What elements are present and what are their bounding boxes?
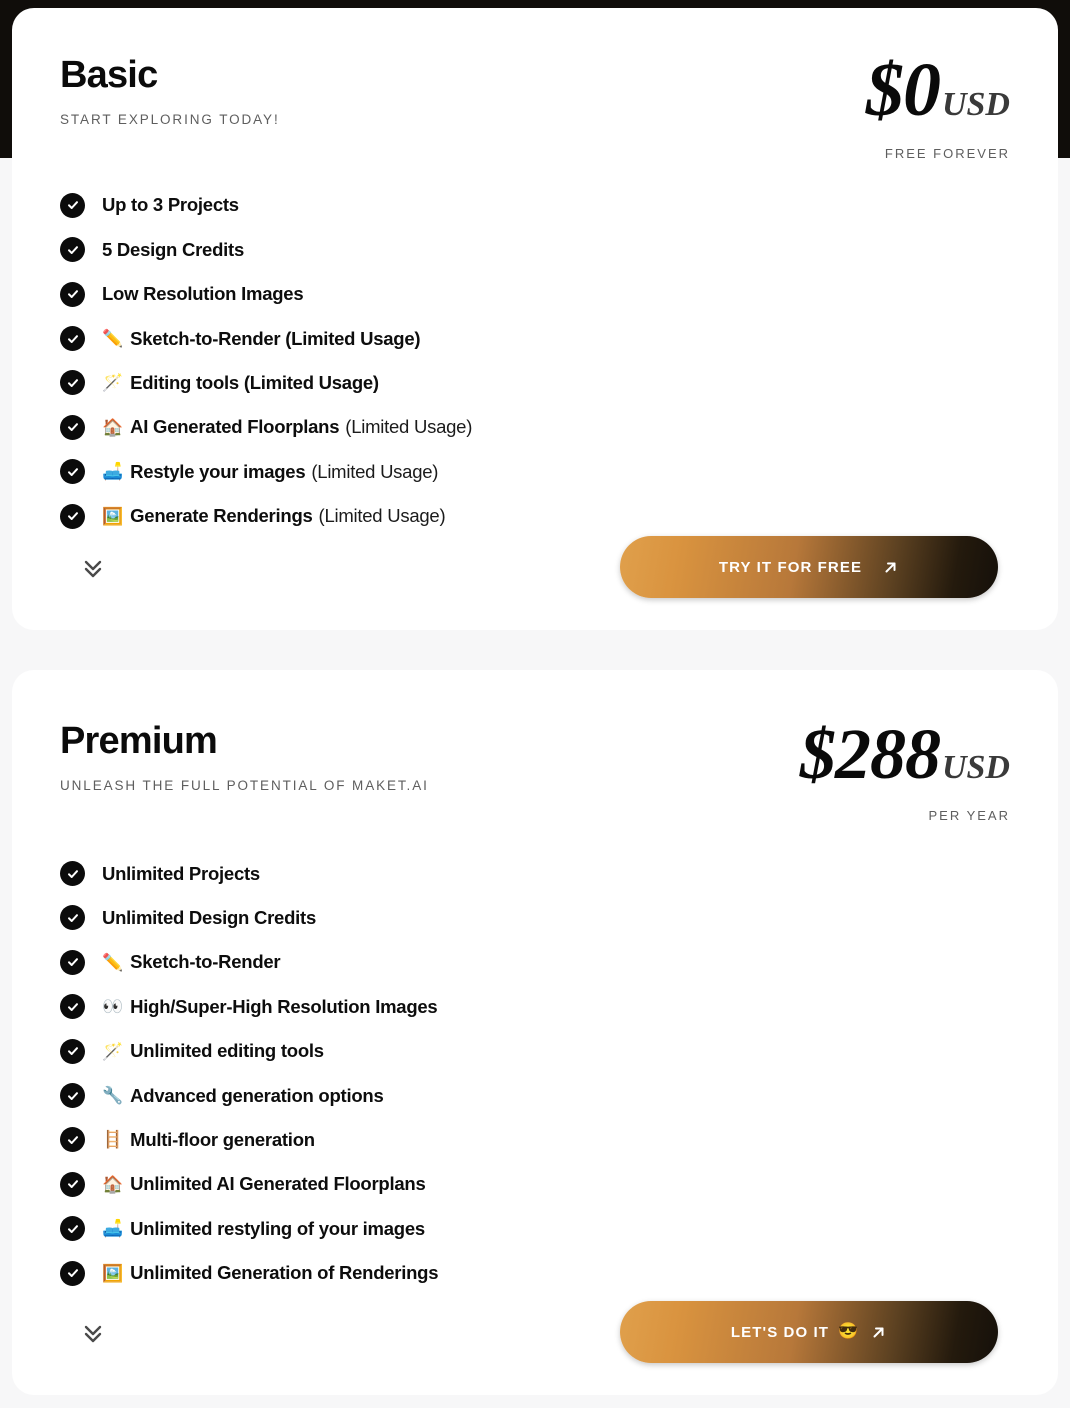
cta-label: TRY IT FOR FREE — [718, 558, 863, 576]
check-circle-icon — [60, 282, 85, 307]
feature-label: Low Resolution Images — [102, 283, 304, 305]
chevron-double-down-icon — [78, 570, 108, 585]
feature-label: Advanced generation options — [130, 1084, 384, 1106]
feature-label: Unlimited Projects — [102, 862, 260, 884]
list-item — [60, 851, 1010, 895]
list-item — [60, 450, 1010, 494]
expand-premium-button[interactable] — [74, 1313, 112, 1351]
feature-emoji-icon: 🔧 — [102, 1086, 124, 1106]
list-item — [60, 228, 1010, 272]
list-item — [60, 1073, 1010, 1117]
list-item — [60, 1162, 1010, 1206]
feature-note: (Limited Usage) — [311, 460, 439, 482]
feature-list-basic — [12, 183, 1058, 538]
list-item — [60, 316, 1010, 360]
arrow-up-right-icon — [882, 559, 899, 576]
plan-title-block-basic — [60, 52, 280, 127]
check-circle-icon — [60, 861, 85, 886]
page-title: Premium — [60, 720, 218, 762]
expand-basic-button[interactable] — [74, 548, 112, 586]
price-block-basic — [865, 48, 1010, 162]
feature-note: (Limited Usage) — [345, 416, 473, 438]
feature-emoji-icon: 🛋️ — [102, 462, 124, 482]
price-block-premium — [799, 714, 1010, 824]
feature-emoji-icon: 🖼️ — [102, 506, 124, 526]
list-item — [60, 1251, 1010, 1295]
price-note: FREE FOREVER — [884, 146, 1010, 162]
chevron-double-down-icon — [78, 1335, 108, 1350]
feature-label: Up to 3 Projects — [102, 194, 239, 216]
list-item — [60, 183, 1010, 227]
feature-label: 5 Design Credits — [102, 238, 244, 260]
check-circle-icon — [60, 950, 85, 975]
price-amount: $0 — [865, 48, 940, 132]
check-circle-icon — [60, 994, 85, 1019]
card-footer-premium — [12, 1301, 1058, 1363]
plan-subtitle: UNLEASH THE FULL POTENTIAL OF MAKET.AI — [60, 777, 429, 793]
plan-header-premium — [12, 670, 1058, 823]
check-circle-icon — [60, 326, 85, 351]
check-circle-icon — [60, 1039, 85, 1064]
check-circle-icon — [60, 370, 85, 395]
feature-emoji-icon: 🖼️ — [102, 1263, 124, 1283]
check-circle-icon — [60, 1172, 85, 1197]
price-line — [865, 48, 1010, 132]
plan-card-basic — [12, 8, 1058, 630]
check-circle-icon — [60, 237, 85, 262]
feature-label: Generate Renderings — [130, 505, 313, 527]
plan-header-basic — [12, 8, 1058, 161]
feature-label: Unlimited restyling of your images — [130, 1217, 425, 1239]
feature-emoji-icon: 🛋️ — [102, 1219, 124, 1239]
check-circle-icon — [60, 1083, 85, 1108]
feature-note: (Limited Usage) — [318, 505, 446, 527]
feature-label: High/Super-High Resolution Images — [130, 995, 438, 1017]
check-circle-icon — [60, 1216, 85, 1241]
try-it-for-free-button[interactable] — [620, 536, 998, 598]
page-title: Basic — [60, 54, 158, 96]
check-circle-icon — [60, 504, 85, 529]
check-circle-icon — [60, 193, 85, 218]
check-circle-icon — [60, 1261, 85, 1286]
price-line — [799, 714, 1010, 794]
feature-label: Restyle your images — [130, 460, 306, 482]
feature-label: Unlimited AI Generated Floorplans — [130, 1173, 426, 1195]
card-footer-basic — [12, 536, 1058, 598]
list-item — [60, 272, 1010, 316]
feature-label: Unlimited editing tools — [130, 1040, 324, 1062]
feature-label: Unlimited Generation of Renderings — [130, 1262, 439, 1284]
list-item — [60, 985, 1010, 1029]
cta-label: LET'S DO IT — [730, 1323, 830, 1341]
feature-emoji-icon: 🪄 — [102, 373, 124, 393]
list-item — [60, 494, 1010, 538]
check-circle-icon — [60, 415, 85, 440]
list-item — [60, 1207, 1010, 1251]
feature-label: Sketch-to-Render — [130, 951, 281, 973]
price-currency: USD — [941, 86, 1010, 123]
list-item — [60, 1118, 1010, 1162]
feature-emoji-icon: ✏️ — [102, 329, 124, 349]
feature-label: Unlimited Design Credits — [102, 906, 316, 928]
feature-emoji-icon: 🪜 — [102, 1130, 124, 1150]
list-item — [60, 940, 1010, 984]
check-circle-icon — [60, 459, 85, 484]
feature-emoji-icon: 🏠 — [102, 1174, 124, 1194]
price-note: PER YEAR — [928, 808, 1010, 824]
feature-label: Editing tools (Limited Usage) — [130, 371, 379, 393]
list-item — [60, 405, 1010, 449]
plan-title-block-premium — [60, 718, 429, 793]
feature-label: Multi-floor generation — [130, 1128, 315, 1150]
feature-label: AI Generated Floorplans — [130, 416, 340, 438]
list-item — [60, 896, 1010, 940]
list-item — [60, 1029, 1010, 1073]
lets-do-it-button[interactable] — [620, 1301, 998, 1363]
price-amount: $288 — [799, 714, 940, 794]
check-circle-icon — [60, 1127, 85, 1152]
feature-emoji-icon: 🏠 — [102, 417, 124, 437]
feature-list-premium — [12, 851, 1058, 1295]
check-circle-icon — [60, 905, 85, 930]
feature-emoji-icon: 👀 — [102, 997, 124, 1017]
cta-emoji: 😎 — [838, 1323, 860, 1340]
plan-subtitle: START EXPLORING TODAY! — [60, 111, 280, 127]
list-item — [60, 361, 1010, 405]
arrow-up-right-icon — [870, 1324, 887, 1341]
price-currency: USD — [941, 749, 1010, 786]
feature-label: Sketch-to-Render (Limited Usage) — [130, 327, 421, 349]
feature-emoji-icon: ✏️ — [102, 952, 124, 972]
feature-emoji-icon: 🪄 — [102, 1041, 124, 1061]
plan-card-premium — [12, 670, 1058, 1395]
